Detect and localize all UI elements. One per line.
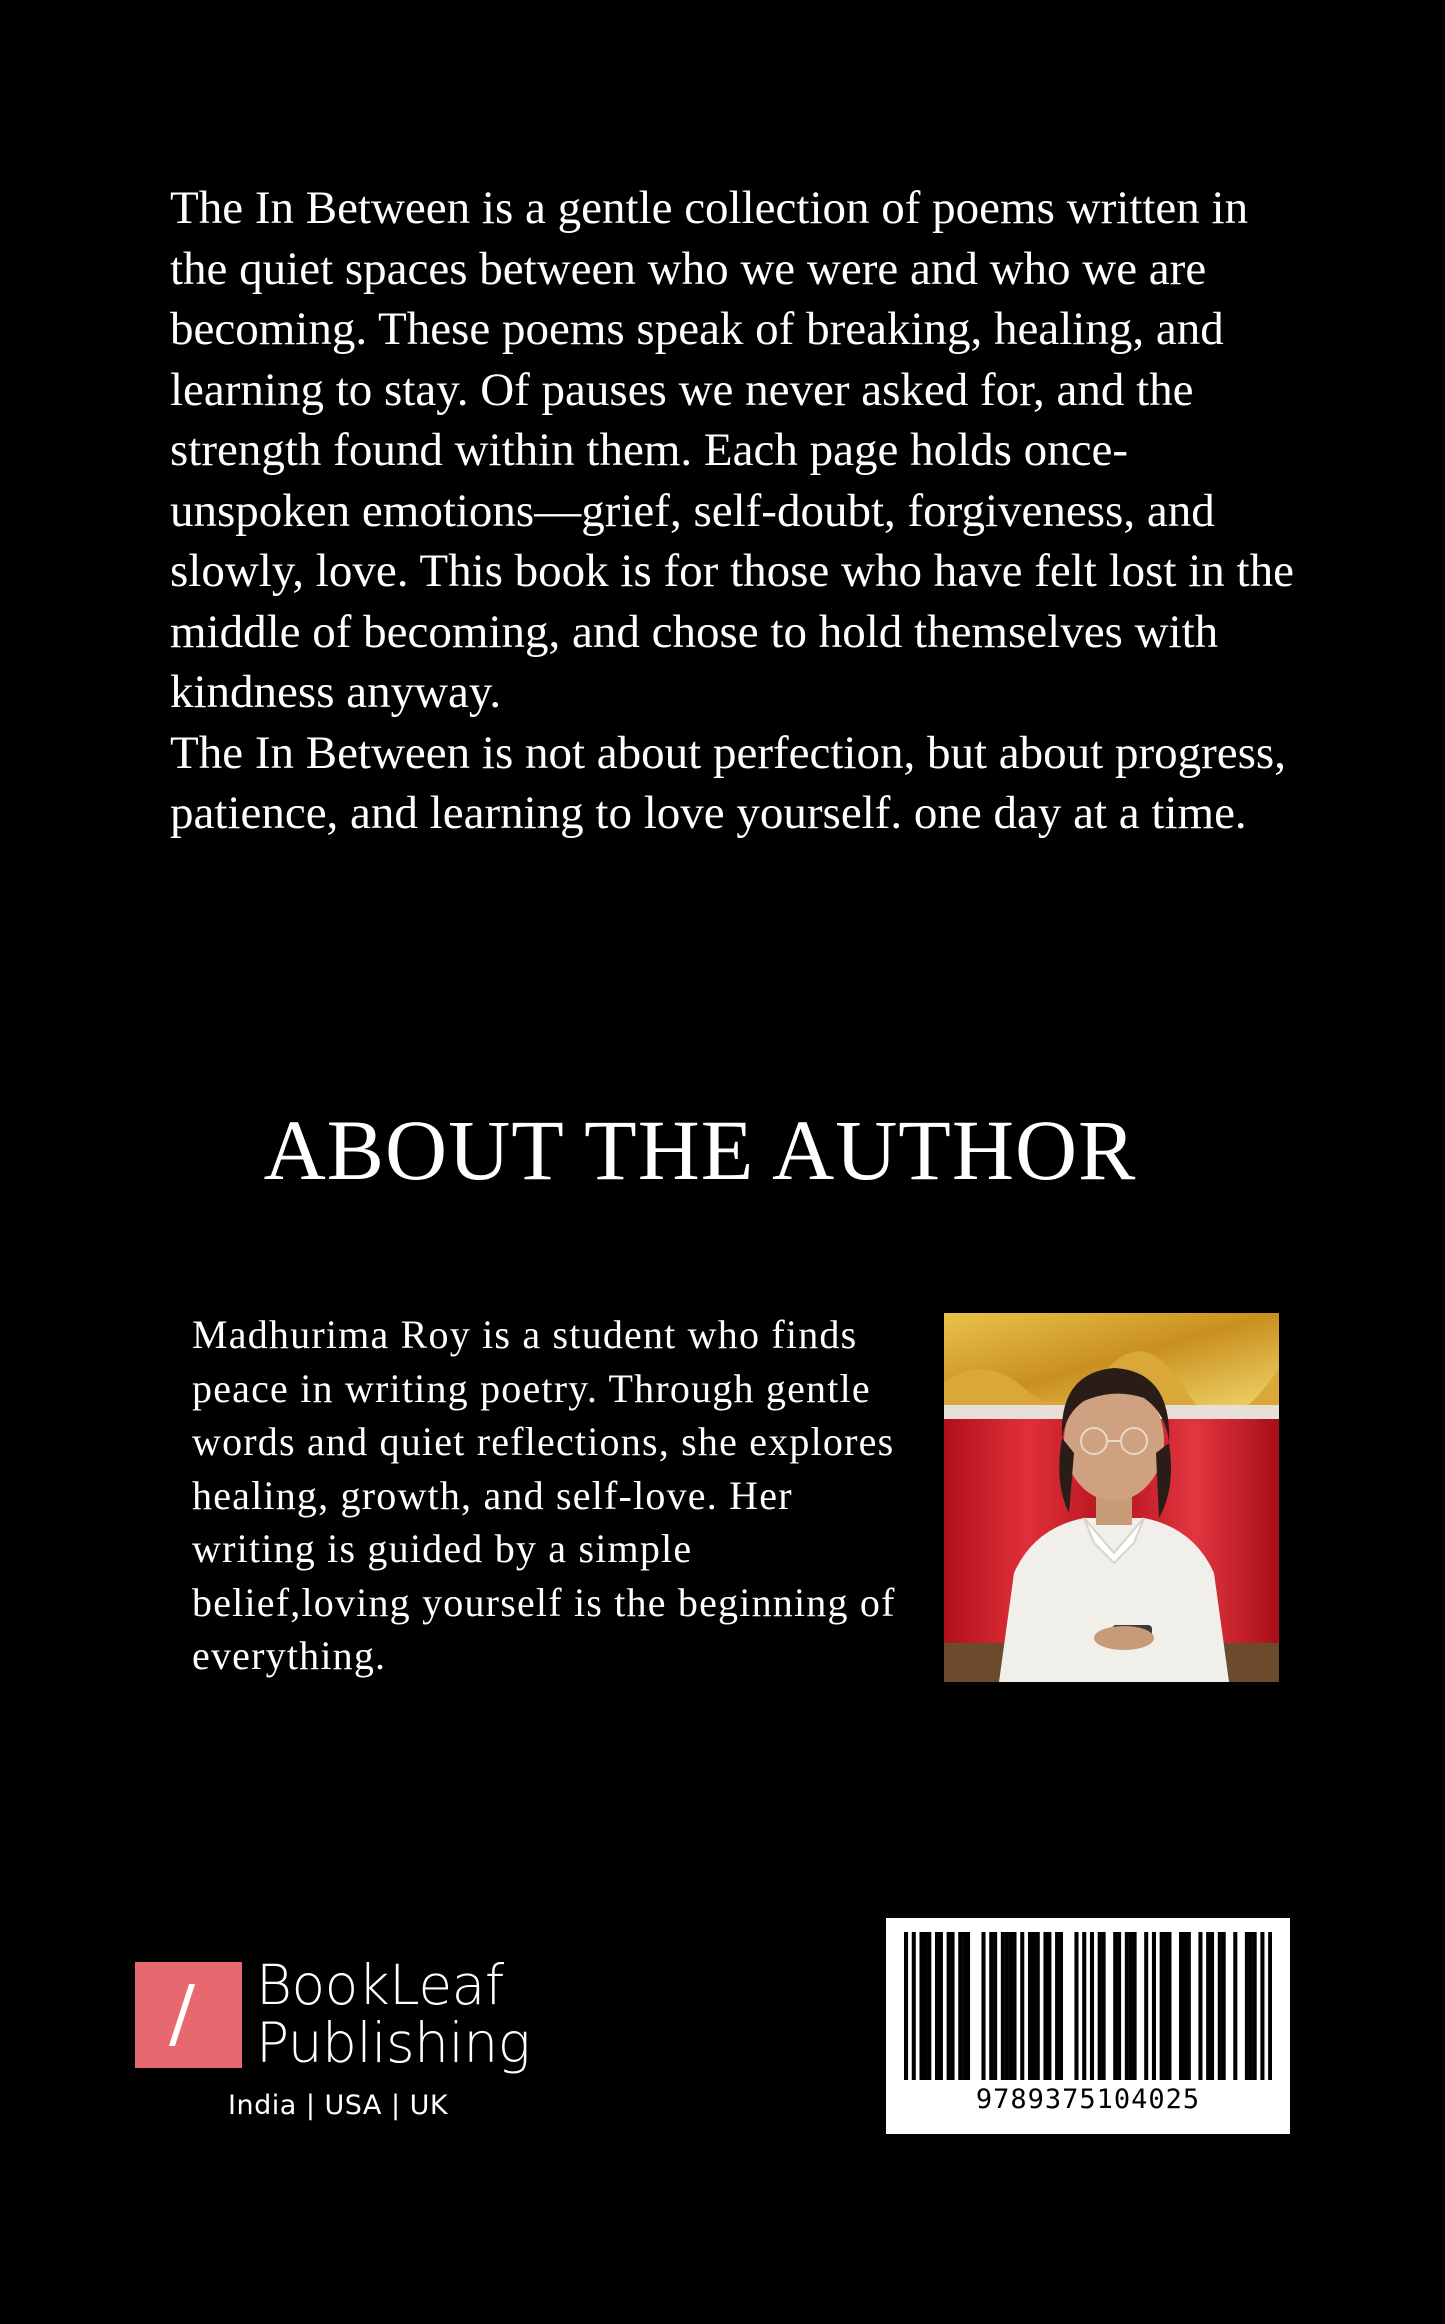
barcode-bar bbox=[919, 1932, 923, 2080]
barcode-bar bbox=[1268, 1932, 1272, 2080]
barcode-bar bbox=[1032, 1932, 1036, 2080]
barcode-bar bbox=[1059, 1932, 1063, 2080]
barcode-bar bbox=[1043, 1932, 1047, 2080]
barcode-bar bbox=[989, 1932, 993, 2080]
barcode-bar bbox=[939, 1932, 943, 2080]
barcode-bar bbox=[1001, 1932, 1005, 2080]
barcode-bar bbox=[1047, 1932, 1051, 2080]
barcode-bar bbox=[1260, 1932, 1264, 2080]
publisher-name-line-2: Publishing bbox=[256, 2011, 531, 2075]
barcode-bar bbox=[1102, 1932, 1106, 2080]
barcode-bar bbox=[935, 1932, 939, 2080]
barcode-bar bbox=[1253, 1932, 1257, 2080]
barcode-bar bbox=[1028, 1932, 1032, 2080]
barcode-bar bbox=[1090, 1932, 1094, 2080]
barcode-bar bbox=[1179, 1932, 1183, 2080]
barcode-bar bbox=[1218, 1932, 1222, 2080]
blurb-paragraph-2: The In Between is not about perfection, but about progress, patience, and learning to love yourself. one day at a time. bbox=[170, 726, 1286, 839]
barcode-bar bbox=[958, 1932, 962, 2080]
about-author-heading: ABOUT THE AUTHOR bbox=[263, 1102, 1137, 1198]
barcode-bar bbox=[1074, 1932, 1078, 2080]
barcode-bar bbox=[1160, 1932, 1164, 2080]
barcode-bar bbox=[1133, 1932, 1137, 2080]
barcode-bar bbox=[1055, 1932, 1059, 2080]
publisher-regions: India | USA | UK bbox=[228, 2090, 449, 2121]
barcode-bar bbox=[904, 1932, 908, 2080]
barcode-bar bbox=[1167, 1932, 1171, 2080]
barcode-bar bbox=[1245, 1932, 1249, 2080]
barcode-bar bbox=[927, 1932, 931, 2080]
publisher-name bbox=[256, 1953, 531, 2075]
barcode-bar bbox=[1164, 1932, 1168, 2080]
back-cover-blurb bbox=[170, 178, 1300, 844]
barcode-bar bbox=[1183, 1932, 1187, 2080]
barcode-bar bbox=[1125, 1932, 1129, 2080]
isbn-number: 9789375104025 bbox=[975, 2084, 1201, 2115]
publisher-logo bbox=[135, 1953, 555, 2132]
barcode-bar bbox=[962, 1932, 966, 2080]
barcode-bar bbox=[912, 1932, 916, 2080]
barcode-bar bbox=[1152, 1932, 1156, 2080]
barcode-bar bbox=[1098, 1932, 1102, 2080]
publisher-mark-icon bbox=[135, 1962, 242, 2068]
barcode-bar bbox=[1020, 1932, 1024, 2080]
blurb-paragraph-1: The In Between is a gentle collection of poems written in the quiet spaces between who we were and who we are becoming. These poems speak of breaking, healing, and learning to stay. Of pauses we never asked for, and the strength found within them. Each page holds once-unspoken emotions—grief, self-doubt, forgiveness, and slowly, love. This book is for those who have felt lost in the middle of becoming, and chose to hold themselves with kindness anyway. bbox=[170, 182, 1294, 718]
barcode-bar bbox=[1117, 1932, 1121, 2080]
barcode-bar bbox=[1222, 1932, 1226, 2080]
barcode-bar bbox=[1082, 1932, 1086, 2080]
barcode-bar bbox=[1187, 1932, 1191, 2080]
barcode-bar bbox=[1144, 1932, 1148, 2080]
publisher-name-line-1: BookLeaf bbox=[256, 1953, 504, 2017]
author-photo bbox=[944, 1313, 1279, 1682]
barcode-bar bbox=[1129, 1932, 1133, 2080]
barcode-bar bbox=[1249, 1932, 1253, 2080]
barcode-bar bbox=[1198, 1932, 1202, 2080]
barcode-bar bbox=[1113, 1932, 1117, 2080]
barcode-bar bbox=[947, 1932, 951, 2080]
barcode-bar bbox=[1233, 1932, 1237, 2080]
barcode-bar bbox=[1210, 1932, 1214, 2080]
author-bio: Madhurima Roy is a student who finds peace in writing poetry. Through gentle words and quiet reflections, she explores healing, growth, and self-love. Her writing is guided by a simple belief,loving yourself is the beginning of everything. bbox=[192, 1312, 896, 1678]
barcode-bar bbox=[950, 1932, 954, 2080]
barcode-bar bbox=[923, 1932, 927, 2080]
barcode-bar bbox=[1005, 1932, 1009, 2080]
barcode-bar bbox=[1036, 1932, 1040, 2080]
isbn-barcode bbox=[886, 1918, 1290, 2134]
barcode-bar bbox=[993, 1932, 997, 2080]
barcode-bar bbox=[966, 1932, 970, 2080]
barcode-bar bbox=[1012, 1932, 1016, 2080]
barcode-bars-icon bbox=[904, 1932, 1272, 2080]
barcode-bar bbox=[1009, 1932, 1013, 2080]
barcode-bar bbox=[981, 1932, 985, 2080]
barcode-bar bbox=[1206, 1932, 1210, 2080]
